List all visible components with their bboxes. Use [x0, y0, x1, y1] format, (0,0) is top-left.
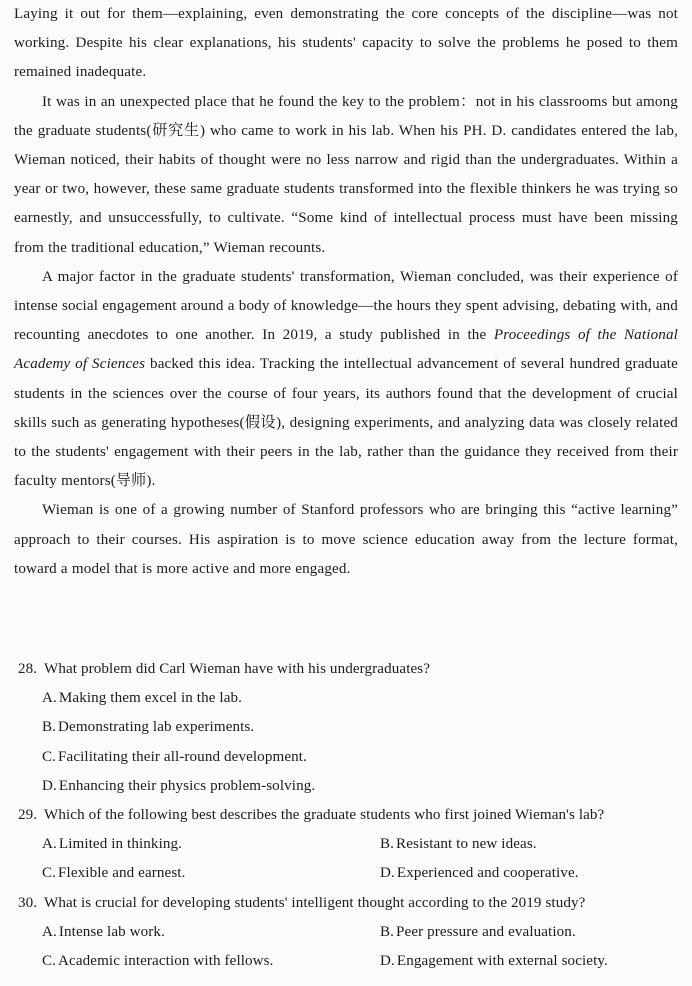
- option-d-text: Experienced and cooperative.: [396, 865, 579, 882]
- question-29-option-c[interactable]: [14, 859, 344, 888]
- option-b-text: Resistant to new ideas.: [396, 836, 537, 853]
- option-d-text: Engagement with external society.: [396, 953, 608, 970]
- question-30-option-row-1: [14, 918, 678, 947]
- question-29-stem: [14, 801, 678, 830]
- question-30-number: 30.: [18, 894, 38, 911]
- option-d-label: D.: [380, 953, 395, 970]
- option-a-text: Making them excel in the lab.: [58, 690, 243, 707]
- option-c-text: Flexible and earnest.: [58, 865, 186, 882]
- passage-paragraph-3: [14, 263, 678, 497]
- question-29-option-d[interactable]: [344, 859, 579, 888]
- question-29-option-b[interactable]: [344, 830, 537, 859]
- option-a-label: A.: [42, 836, 57, 853]
- question-28-number: 28.: [18, 661, 38, 677]
- option-a-label: A.: [42, 923, 57, 940]
- option-a-text: Limited in thinking.: [58, 836, 183, 853]
- question-30-option-row-2: [14, 947, 678, 976]
- question-28-option-a-row: [14, 684, 678, 713]
- option-d-label: D.: [380, 865, 395, 882]
- question-29-option-row-2: [14, 859, 678, 888]
- question-28-option-d[interactable]: [14, 772, 315, 801]
- question-29-text: Which of the following best describes the graduate students who first joined Wieman's lab?: [44, 807, 605, 824]
- option-b-label: B.: [380, 923, 395, 940]
- option-b-text: Demonstrating lab experiments.: [58, 719, 255, 736]
- question-28-stem: [14, 655, 678, 684]
- option-c-text: Facilitating their all-round development.: [58, 748, 307, 765]
- option-c-label: C.: [42, 865, 57, 882]
- option-c-label: C.: [42, 953, 57, 970]
- option-b-text: Peer pressure and evaluation.: [396, 923, 576, 940]
- option-c-label: C.: [42, 748, 57, 765]
- question-30-option-b[interactable]: [344, 918, 576, 947]
- question-30-option-c[interactable]: [14, 947, 344, 976]
- question-28-options: [14, 684, 678, 801]
- question-30-options: [14, 918, 678, 976]
- passage-paragraph-4: Wieman is one of a growing number of Stanford professors who are bringing this “active learning” approach to their courses. His aspiration is to move science education away from the lecture format, toward a model that is more active and more engaged.: [14, 502, 678, 577]
- option-d-label: D.: [42, 777, 57, 794]
- question-28-option-c-row: [14, 743, 678, 772]
- question-29: [14, 801, 678, 889]
- question-28: [14, 655, 678, 801]
- option-d-text: Enhancing their physics problem-solving.: [58, 777, 316, 794]
- question-29-number: 29.: [18, 807, 38, 824]
- paragraph-3-text-after-citation: backed this idea. Tracking the intellectual advancement of several hundred graduate students in the sciences over the course of four years, its authors found that the development of crucial skills such as generating hypotheses(假设), designing experiments, and analyzing data was closely related to the students' engagement with their peers in the lab, rather than the guidance they received from their faculty mentors(导师).: [14, 356, 678, 490]
- option-b-label: B.: [42, 719, 57, 736]
- question-list: [14, 655, 678, 976]
- passage-paragraph-2: It was in an unexpected place that he found the key to the problem：not in his classrooms but among the graduate students(研究生) who came to work in his lab. When his PH. D. candidates entered the lab, Wieman noticed, their habits of thought were no less narrow and rigid than the undergraduates. Within a year or two, however, these same graduate students transformed into the flexible thinkers he was trying so earnestly, and unsuccessfully, to cultivate. “Some kind of intellectual process must have been missing from the traditional education,” Wieman recounts.: [14, 93, 678, 256]
- reading-passage: [14, 0, 678, 584]
- paragraph-3-text-before-citation: A major factor in the graduate students' transformation, Wieman concluded, was their experience of intense social engagement around a body of knowledge—the hours they spent advising, debating with, and recounting anecdotes to one another. In 2019, a study published in the: [14, 268, 678, 344]
- journal-title-citation: Proceedings of the National Academy of Sciences: [14, 327, 679, 373]
- question-29-option-row-1: [14, 830, 678, 859]
- option-a-text: Intense lab work.: [58, 923, 165, 940]
- question-28-option-d-row: [14, 772, 678, 801]
- question-28-option-b-row: [14, 713, 678, 742]
- option-c-text: Academic interaction with fellows.: [58, 953, 274, 970]
- option-b-label: B.: [380, 836, 395, 853]
- question-30-text: What is crucial for developing students' intelligent thought according to the 2019 study?: [44, 894, 586, 911]
- question-30: [14, 889, 678, 977]
- question-30-option-a[interactable]: [14, 918, 344, 947]
- option-a-label: A.: [42, 690, 57, 707]
- question-29-option-a[interactable]: [14, 830, 344, 859]
- question-28-option-a[interactable]: [14, 684, 242, 713]
- question-28-option-c[interactable]: [14, 743, 307, 772]
- question-30-stem: [14, 889, 678, 918]
- question-28-text: What problem did Carl Wieman have with his undergraduates?: [44, 661, 431, 677]
- passage-paragraph-1: Laying it out for them—explaining, even demonstrating the core concepts of the discipline—was not working. Despite his clear explanations, his students' capacity to solve the problems he posed to them remained inadequate.: [14, 6, 678, 81]
- question-30-option-d[interactable]: [344, 947, 608, 976]
- question-28-option-b[interactable]: [14, 713, 254, 742]
- question-29-options: [14, 830, 678, 888]
